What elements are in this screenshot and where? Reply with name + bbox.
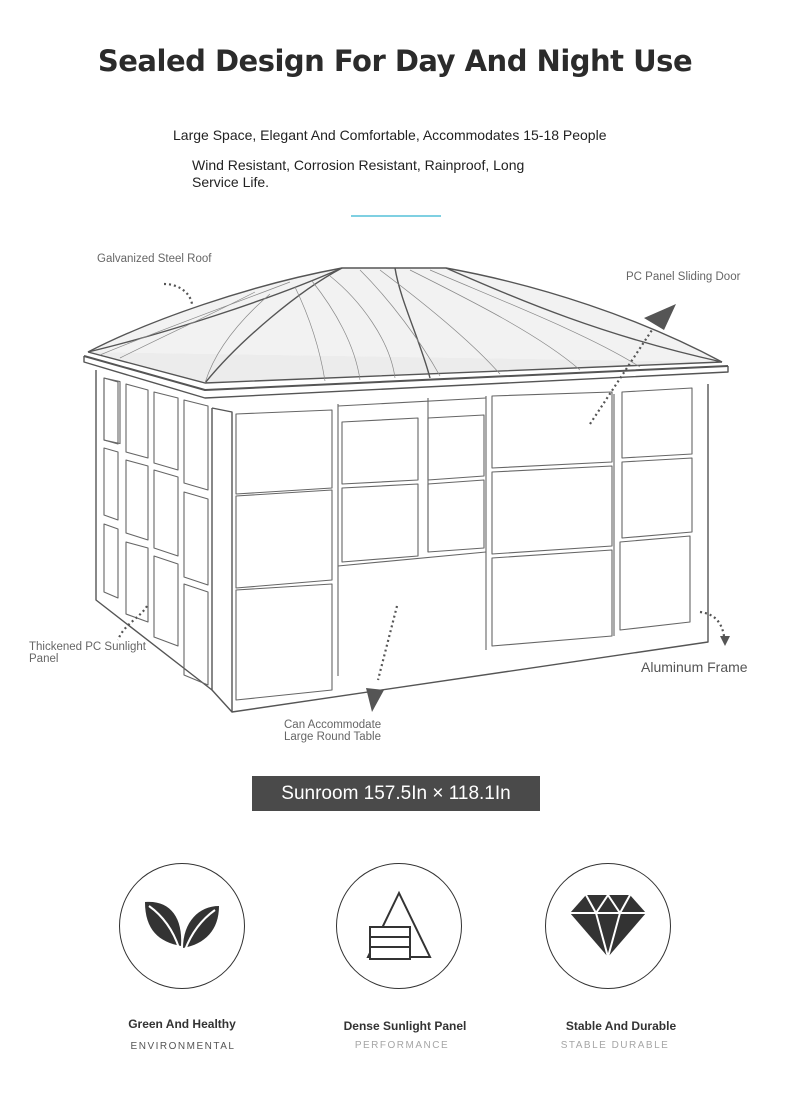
subtitle-durability: Wind Resistant, Corrosion Resistant, Rainproof, Long Service Life. — [192, 157, 525, 190]
page-title: Sealed Design For Day And Night Use — [97, 44, 693, 78]
callout-frame: Aluminum Frame — [641, 659, 748, 675]
panel-icon — [336, 863, 462, 989]
feature-title-durable: Stable And Durable — [565, 1019, 677, 1033]
feature-sub-durable: STABLE DURABLE — [560, 1040, 670, 1051]
feature-green — [119, 863, 245, 989]
size-label: Sunroom 157.5In × 118.1In — [252, 776, 540, 811]
feature-sub-green: ENVIRONMENTAL — [130, 1041, 236, 1052]
accent-divider — [351, 215, 441, 217]
subtitle-capacity: Large Space, Elegant And Comfortable, Accommodates 15-18 People — [173, 127, 607, 143]
callout-door: PC Panel Sliding Door — [626, 271, 741, 283]
feature-sub-panel: PERFORMANCE — [354, 1040, 450, 1051]
feature-durable — [545, 863, 671, 989]
feature-title-panel: Dense Sunlight Panel — [343, 1019, 467, 1033]
diamond-icon — [545, 863, 671, 989]
callout-roof: Galvanized Steel Roof — [97, 253, 212, 265]
feature-panel — [336, 863, 462, 989]
feature-title-green: Green And Healthy — [128, 1017, 236, 1031]
callout-table: Can Accommodate Large Round Table — [284, 719, 382, 743]
callout-panel: Thickened PC Sunlight Panel — [29, 641, 146, 665]
leaves-icon — [119, 863, 245, 989]
